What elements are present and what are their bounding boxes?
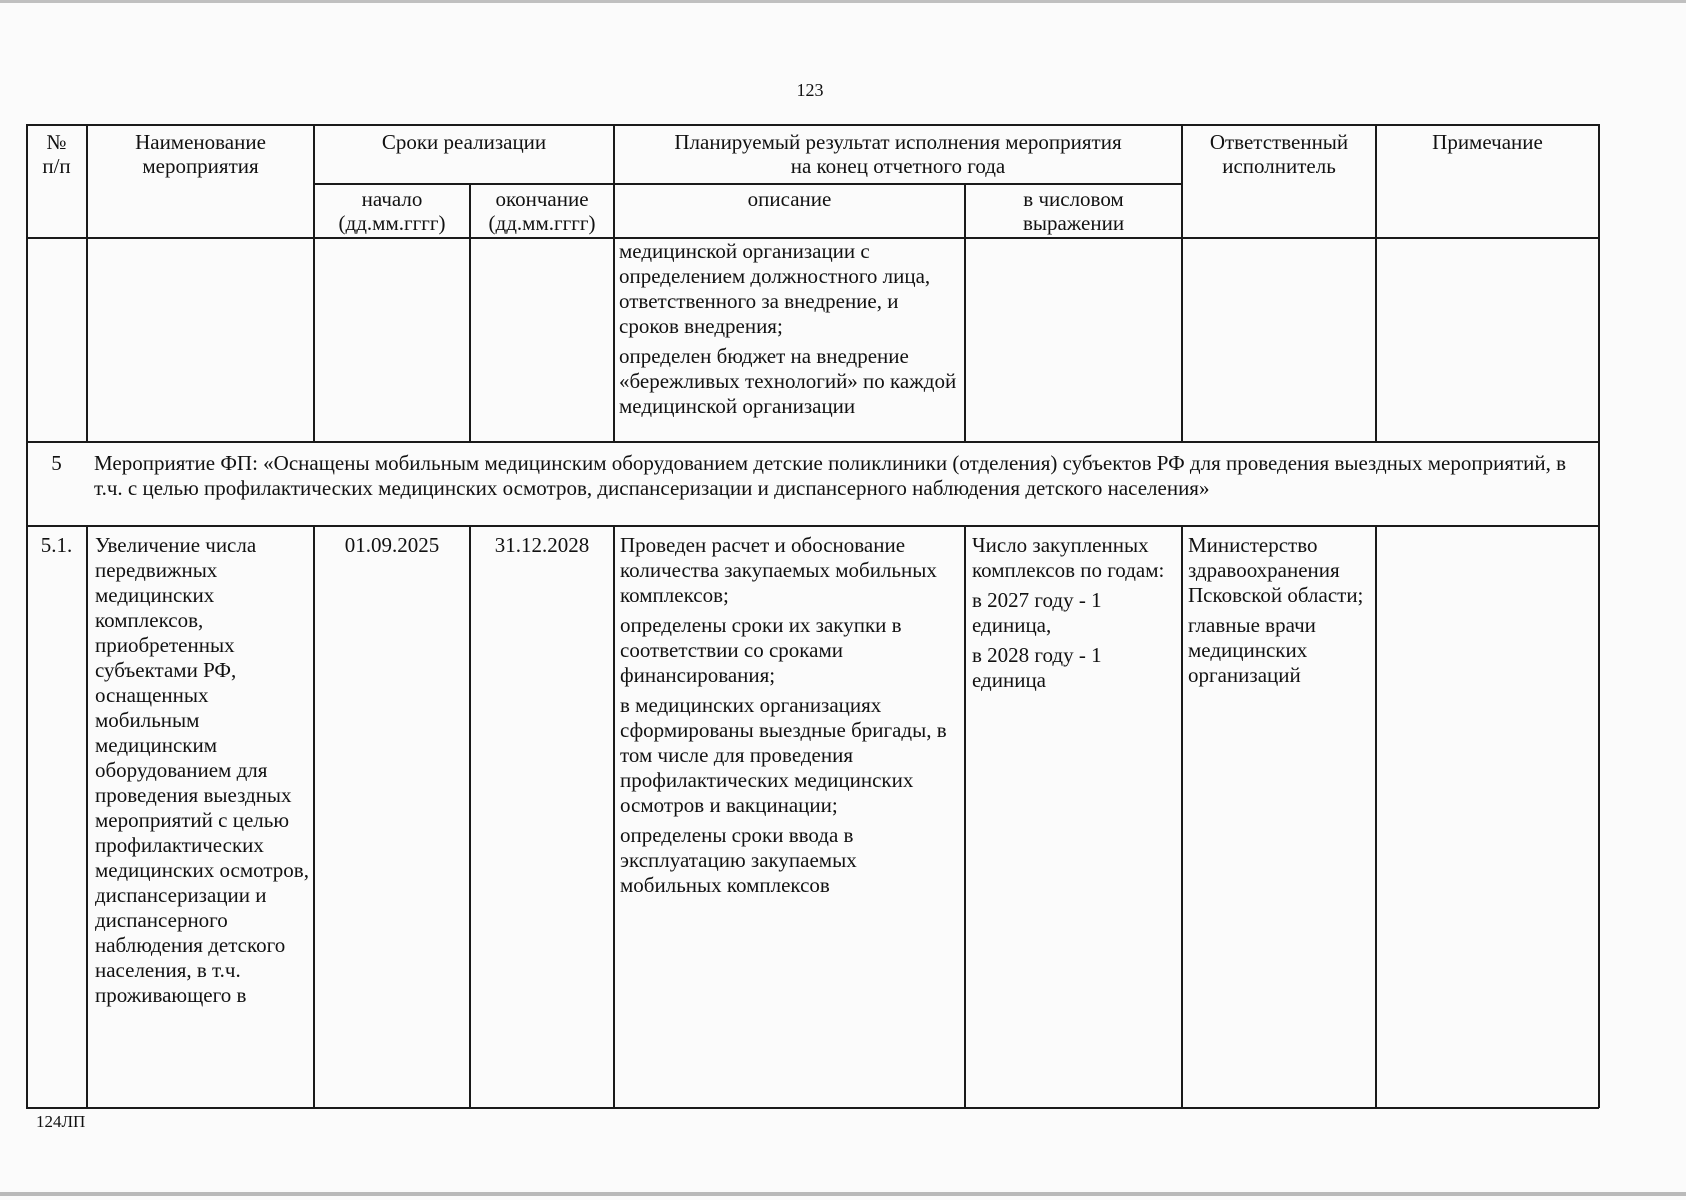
paragraph: в 2027 году - 1 единица,: [972, 588, 1102, 637]
paragraph: определены сроки ввода в эксплуатацию закупаемых мобильных комплексов: [620, 823, 857, 897]
col-divider-resp-lower: [1375, 525, 1377, 1108]
paragraph: Планируемый результат исполнения мероприятия: [674, 130, 1122, 154]
paragraph: начало: [361, 187, 423, 211]
paragraph: Ответственный: [1209, 130, 1349, 154]
header-note: Примечание: [1432, 130, 1543, 154]
paragraph: определен бюджет на внедрение «бережливых технологий» по каждой медицинской организации: [619, 344, 957, 418]
row-divider-section: [26, 441, 1599, 443]
header-description: описание: [747, 187, 832, 211]
continued-description: [619, 239, 962, 419]
paragraph: окончание: [495, 187, 589, 211]
item-num: 5.1.: [40, 533, 73, 557]
item-start-date: 01.09.2025: [344, 533, 440, 557]
table-border-left: [26, 124, 28, 1108]
section-num: 5: [51, 451, 62, 475]
table-border-top: [26, 124, 1599, 126]
paragraph: (дд.мм.гггг): [488, 211, 596, 235]
paragraph: на конец отчетного года: [790, 154, 1006, 178]
scan-edge-top: [0, 0, 1686, 3]
row-divider-item: [26, 525, 1599, 527]
col-divider-desc-lower: [964, 525, 966, 1108]
header-numeric: [966, 187, 1181, 235]
item-description: [620, 533, 963, 898]
table-border-bottom: [26, 1107, 1599, 1109]
header-responsible: [1183, 130, 1375, 178]
item-responsible: [1188, 533, 1374, 688]
paragraph: Увеличение числа передвижных медицинских комплексов, приобретенных субъектами РФ, оснащенных мобильным медицинским оборудованием для проведения выездных мероприятий с целью профилактических медицинских осмотров, диспансеризации и диспансерного наблюдения детского населения, в т.ч. проживающего в: [95, 533, 309, 1007]
header-end: [471, 187, 613, 235]
col-divider-name-lower: [313, 525, 315, 1108]
paragraph: в медицинских организациях сформированы выездные бригады, в том числе для проведения профилактических медицинских осмотров и вакцинации;: [620, 693, 947, 817]
table-border-right: [1598, 124, 1600, 1108]
item-numeric: [972, 533, 1178, 693]
paragraph: главные врачи медицинских организаций: [1188, 613, 1316, 687]
paragraph: мероприятия: [142, 154, 259, 178]
scan-edge-bottom: [0, 1192, 1686, 1196]
col-divider-num-lower: [86, 525, 88, 1108]
col-divider-end-lower: [613, 525, 615, 1108]
paragraph: Проведен расчет и обоснование количества закупаемых мобильных комплексов;: [620, 533, 937, 607]
paragraph: Число закупленных комплексов по годам:: [972, 533, 1165, 582]
document-code: 124ЛП: [36, 1112, 86, 1131]
header-divider-sub: [313, 183, 1182, 185]
paragraph: исполнитель: [1222, 154, 1336, 178]
col-divider-numeric-lower: [1181, 525, 1183, 1108]
paragraph: (дд.мм.гггг): [338, 211, 446, 235]
item-end-date: 31.12.2028: [494, 533, 590, 557]
header-num: [27, 130, 86, 178]
paragraph: определены сроки их закупки в соответствии со сроками финансирования;: [620, 613, 902, 687]
paragraph: в числовом: [1023, 187, 1124, 211]
col-divider-resp-upper: [1375, 124, 1377, 442]
page-number: 123: [796, 80, 824, 100]
paragraph: п/п: [42, 154, 71, 178]
paragraph: Наименование: [135, 130, 266, 154]
col-divider-start-lower: [469, 525, 471, 1108]
paragraph: Министерство здравоохранения Псковской области;: [1188, 533, 1364, 607]
col-divider-name-upper: [313, 124, 315, 442]
paragraph: №: [46, 130, 67, 154]
section-title: Мероприятие ФП: «Оснащены мобильным медицинским оборудованием детские поликлиники (отделения) субъектов РФ для проведения выездных мероприятий, в т.ч. с целью профилактических медицинских осмотров, диспансеризации и диспансерного наблюдения детского населения»: [94, 451, 1567, 500]
item-name: [95, 533, 311, 1008]
header-name: [88, 130, 313, 178]
paragraph: медицинской организации с определением должностного лица, ответственного за внедрение, и сроков внедрения;: [619, 239, 931, 338]
paragraph: в 2028 году - 1 единица: [972, 643, 1102, 692]
header-terms: Сроки реализации: [381, 130, 547, 154]
header-start: [315, 187, 469, 235]
paragraph: выражении: [1022, 211, 1125, 235]
header-result: [615, 130, 1181, 178]
